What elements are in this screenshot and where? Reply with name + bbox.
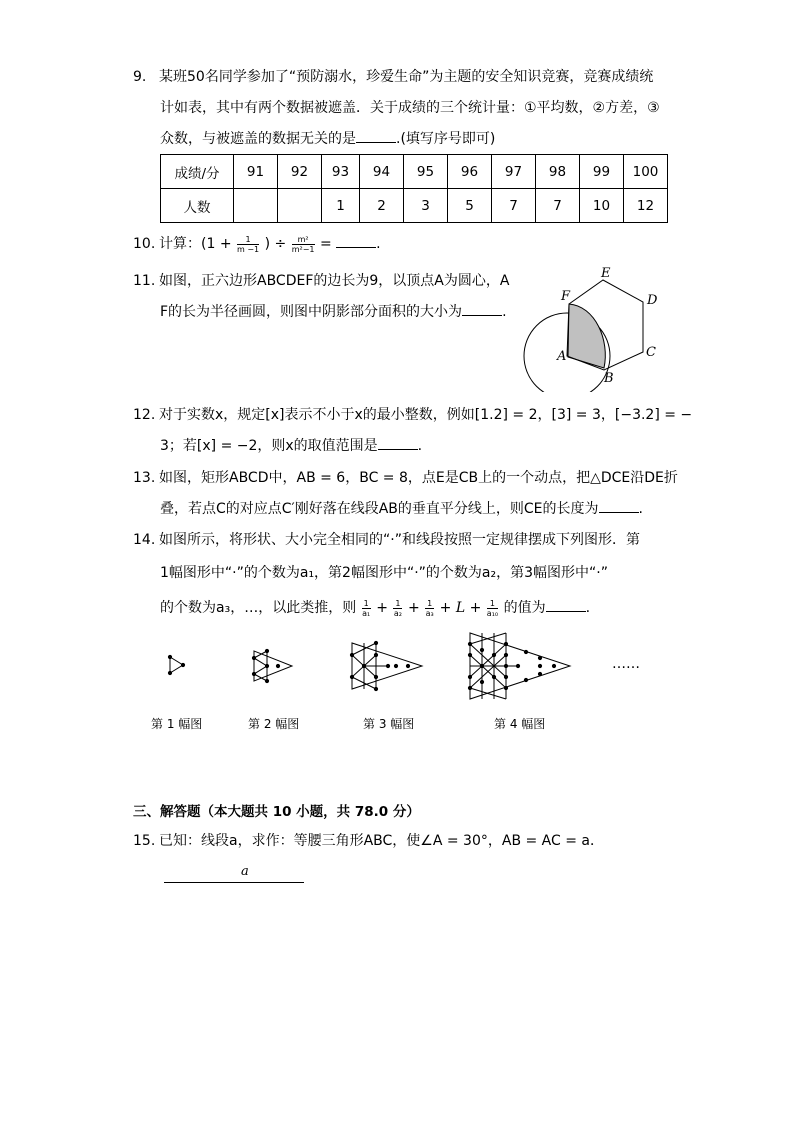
score-table <box>160 154 668 223</box>
question-10: 10. 计算：(1 + $\frac{1}{m -1}$ ) ÷ $\frac{\text{m²}}{\text{m²−1}}$ = . <box>133 229 673 260</box>
score-cell: 91 <box>234 155 278 189</box>
answer-blank <box>599 498 639 513</box>
score-cell: 100 <box>624 155 668 189</box>
question-12: 12. 对于实数x，规定[x]表示不小于x的最小整数，例如[1.2] = 2，[3] = 3，[−3.2] = − 3；若[x] = −2，则x的取值范围是 . <box>133 400 673 462</box>
fraction: $\frac{\text{m²}}{\text{m²−1}}$ <box>291 234 315 254</box>
score-cell: 97 <box>492 155 536 189</box>
figure-1 <box>168 655 184 674</box>
question-14: 14. 如图所示，将形状、大小完全相同的“·”和线段按照一定规律摆成下列图形．第 1幅图形中“·”的个数为a₁，第2幅图形中“·”的个数为a₂，第3幅图形中“·” 的个数为a₃，…，以此类推，则 $\frac{1}{\text{a₁}}$ + $\frac{1}{\text{a₂}}$ + $\frac{1}{\text{a₃}}$ + L + $\frac{1}{\text{a₁₀}}$ 的值为 . <box>133 525 673 626</box>
label-D: D <box>647 293 658 308</box>
count-cell: 1 <box>322 189 360 223</box>
answer-blank <box>378 435 418 450</box>
count-cell: 10 <box>580 189 624 223</box>
answer-blank <box>336 233 376 248</box>
fraction: $\frac{1}{\text{a₂}}$ <box>393 598 402 618</box>
hexagon-circle-figure <box>515 262 665 392</box>
count-cell: 7 <box>492 189 536 223</box>
score-cell: 93 <box>322 155 360 189</box>
ellipsis: …… <box>612 656 640 672</box>
label-B: B <box>604 371 614 386</box>
fraction: $\frac{1}{m -1}$ <box>237 234 260 254</box>
answer-blank <box>356 128 396 143</box>
score-cell: 94 <box>360 155 404 189</box>
fraction: $\frac{1}{\text{a₁}}$ <box>362 598 371 618</box>
label-E: E <box>601 266 611 281</box>
figure-2-label: 第 2 幅图 <box>248 717 300 731</box>
score-cell: 98 <box>536 155 580 189</box>
label-A: A <box>557 349 567 364</box>
q9-line3: 众数，与被遮盖的数据无关的是 .(填写序号即可) <box>133 124 673 155</box>
q11-number: 11. <box>133 273 156 289</box>
question-13: 13. 如图，矩形ABCD中，AB = 6，BC = 8，点E是CB上的一个动点，把△DCE沿DE折 叠，若点C的对应点C′刚好落在线段AB的垂直平分线上，则CE的长度为 . <box>133 463 673 525</box>
score-cell: 95 <box>404 155 448 189</box>
q9-number: 9. <box>133 69 147 85</box>
label-F: F <box>561 289 571 304</box>
score-cell: 99 <box>580 155 624 189</box>
count-cell: 12 <box>624 189 668 223</box>
row-label-count: 人数 <box>161 189 234 223</box>
count-cell-covered <box>234 189 278 223</box>
q10-number: 10. <box>133 236 156 252</box>
segment-a <box>164 882 304 883</box>
figure-3 <box>350 641 422 690</box>
count-row <box>161 189 668 223</box>
count-cell: 7 <box>536 189 580 223</box>
row-label-score: 成绩/分 <box>161 155 234 189</box>
fraction: $\frac{1}{\text{a₃}}$ <box>425 598 434 618</box>
fraction: $\frac{1}{\text{a₁₀}}$ <box>486 598 499 618</box>
score-cell: 96 <box>448 155 492 189</box>
answer-blank <box>462 301 502 316</box>
figure-3-label: 第 3 幅图 <box>363 717 415 731</box>
question-15: 15. 已知：线段a，求作：等腰三角形ABC，使∠A = 30°，AB = AC = a． <box>133 826 673 857</box>
question-9 <box>133 62 673 155</box>
count-cell: 3 <box>404 189 448 223</box>
figure-4 <box>468 633 570 699</box>
count-cell: 2 <box>360 189 404 223</box>
segment-a-label: a <box>241 864 249 879</box>
figure-2 <box>252 649 292 682</box>
q15-number: 15. <box>133 833 156 849</box>
answer-blank <box>546 597 586 612</box>
section-title: 三、解答题（本大题共 10 小题，共 78.0 分） <box>133 804 420 820</box>
label-C: C <box>646 345 656 360</box>
question-11: 11. 如图，正六边形ABCDEF的边长为9，以顶点A为圆心，A F的长为半径画圆，则图中阴影部分面积的大小为 . <box>133 266 513 328</box>
score-cell: 92 <box>278 155 322 189</box>
q14-number: 14. <box>133 532 156 548</box>
figure-4-label: 第 4 幅图 <box>494 717 546 731</box>
count-cell-covered <box>278 189 322 223</box>
q9-line2: 计如表，其中有两个数据被遮盖．关于成绩的三个统计量：①平均数，②方差，③ <box>160 100 660 116</box>
score-row <box>161 155 668 189</box>
q9-line1: 9. 某班50名同学参加了“预防溺水，珍爱生命”为主题的安全知识竞赛，竞赛成绩统 <box>133 62 673 93</box>
pattern-figures <box>150 628 650 708</box>
figure-1-label: 第 1 幅图 <box>151 717 203 731</box>
q13-number: 13. <box>133 470 156 486</box>
q12-number: 12. <box>133 407 156 423</box>
count-cell: 5 <box>448 189 492 223</box>
